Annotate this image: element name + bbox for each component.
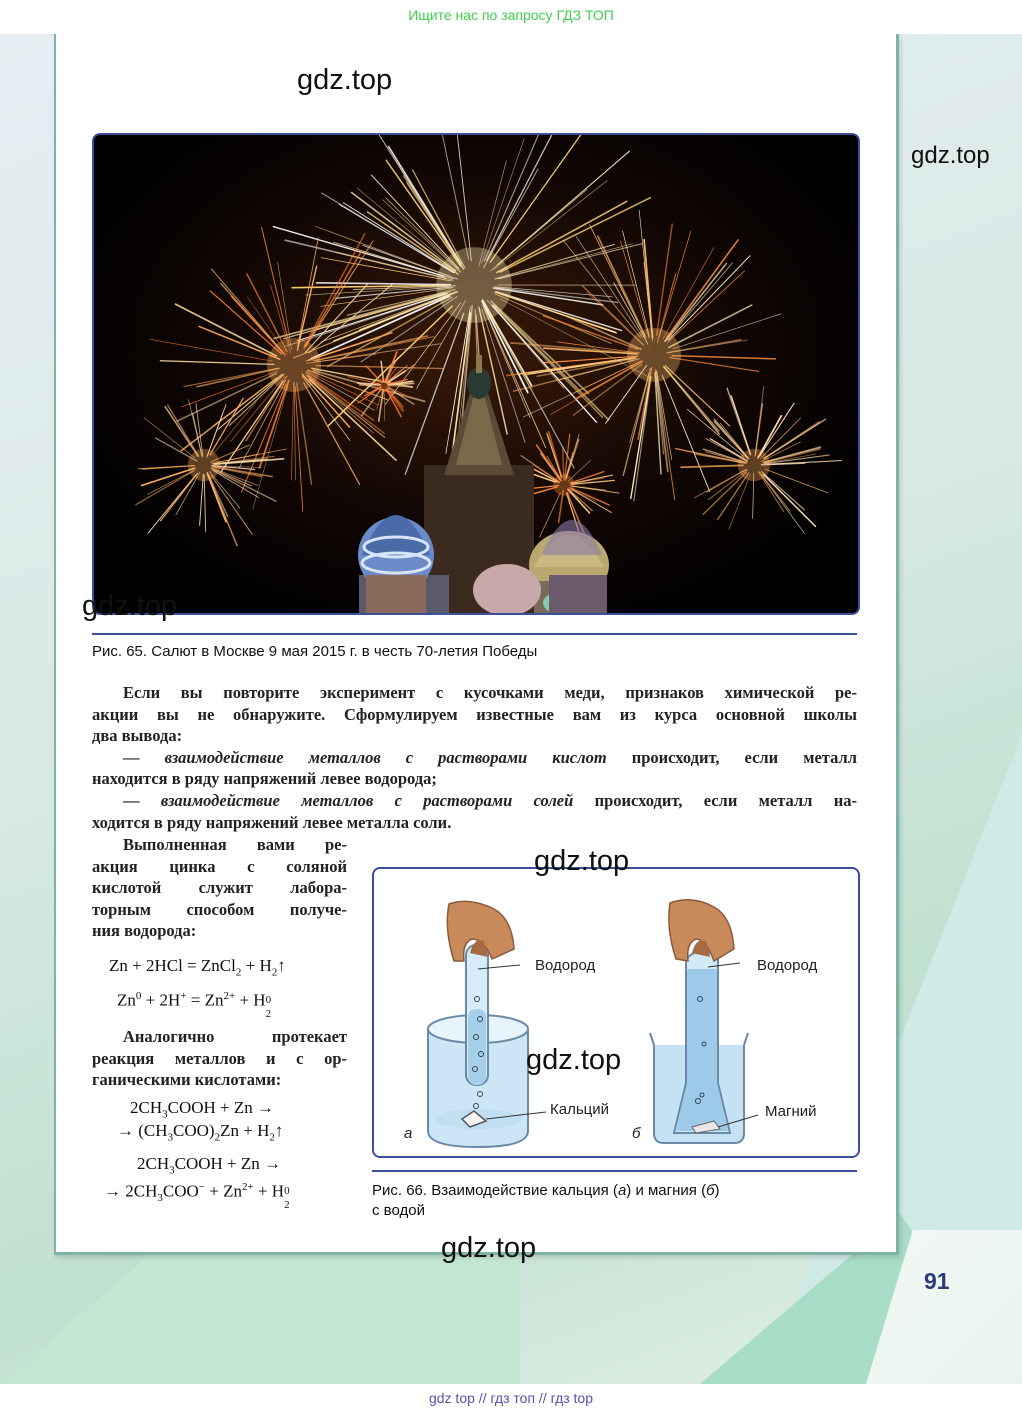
firework-streak [253, 387, 288, 509]
firework-streak [239, 380, 286, 468]
figure-66-box [372, 867, 860, 1158]
firework-streak [210, 291, 281, 354]
firework-streak [765, 419, 826, 458]
firework-streak [665, 264, 726, 342]
firework-glow [553, 474, 575, 496]
firework-glow [267, 338, 321, 392]
firework-glow [738, 449, 770, 481]
beaker-magnesium [650, 900, 758, 1143]
firework-streak [665, 366, 729, 426]
firework-streak [160, 361, 274, 365]
equation-acetic-2a: $2CH_3COOH + Zn$ → [137, 1154, 282, 1177]
firework-streak [456, 135, 471, 261]
firework-streak [484, 135, 542, 261]
firework-streak [500, 198, 650, 272]
intro-paragraph: Если вы повторите эксперимент с кусочками меди, признаков химической ре- акции вы не обнаружите. Сформулируем известные вам из курса основной школы два вывода: — взаимодействие металлов с растворами кислот происходит, если металл находится в ряду напряжений левее водорода; — взаимодействие металлов с растворами солей происходит, если металл на- ходится в ряду напряжений левее металла соли. [92, 683, 857, 832]
firework-streak [306, 241, 373, 346]
firework-streak [304, 383, 360, 484]
watermark: gdz.top [82, 590, 178, 622]
fireworks-photo [92, 133, 860, 615]
watermark: gdz.top [441, 1232, 537, 1264]
firework-streak [262, 227, 290, 344]
label-hydrogen-b: Водород [757, 957, 818, 974]
caption-rule [92, 633, 857, 635]
page-number: 91 [924, 1268, 950, 1294]
firework-streak [763, 474, 815, 526]
firework-streak [161, 473, 198, 520]
firework-streak [184, 368, 278, 386]
label-magnesium: Магний [765, 1103, 817, 1120]
firework-streak [196, 404, 203, 456]
firework-glow [377, 378, 391, 392]
firework-streak [729, 475, 750, 529]
equation-zn-hcl: Zn + 2HCl = ZnCl$_2$ + $H_2↑$ [109, 956, 286, 979]
firework-streak [247, 274, 287, 351]
firework-streak [491, 189, 587, 270]
firework-streak [218, 375, 282, 430]
firework-streak [316, 366, 442, 369]
firework-streak [204, 475, 205, 531]
firework-streak [681, 465, 743, 467]
label-letter-b: б [632, 1125, 641, 1142]
firework-streak [189, 400, 202, 456]
firework-streak [207, 405, 226, 456]
firework-streak [672, 356, 775, 359]
label-letter-a: а [404, 1125, 413, 1142]
equation-acetic-1a: $2CH_3COOH + Zn$ → [130, 1098, 275, 1121]
firework-streak [497, 151, 629, 265]
firework-streak [294, 382, 295, 480]
firework-streak [687, 409, 744, 456]
firework-streak [670, 357, 759, 371]
watermark: gdz.top [526, 1044, 622, 1076]
firework-streak [765, 469, 828, 493]
caption-rule [372, 1170, 857, 1172]
firework-streak [200, 474, 204, 525]
firework-glow [627, 328, 681, 382]
firework-streak [598, 236, 646, 337]
zinc-paragraph: Выполненная вами ре- акция цинка с соляной кислотой служит лабора- торным способом получе- ния водорода: [92, 835, 347, 941]
firework-glow [436, 247, 512, 323]
equation-acetic-1b: → $(CH_3COO)_2Zn$ + $H_2↑$ [117, 1121, 284, 1144]
firework-streak [755, 387, 763, 454]
firework-streak [211, 475, 252, 534]
label-hydrogen-a: Водород [535, 957, 596, 974]
watermark: gdz.top [534, 845, 630, 877]
top-banner[interactable]: Ищите нас по запросу ГДЗ ТОП [0, 0, 1022, 34]
equation-acetic-2b: → $2CH_3COO^- + Zn^{2+} + H$ 0 2 [104, 1181, 290, 1211]
firework-streak [497, 201, 627, 272]
firework-streak [142, 468, 195, 485]
label-calcium: Кальций [550, 1101, 609, 1118]
firework-streak [566, 434, 579, 477]
firework-streak [150, 339, 272, 361]
firework-streak [139, 466, 194, 469]
organic-paragraph: Аналогично протекает реакция металлов и с ор- ганическими кислотами: [92, 1027, 347, 1090]
firework-streak [657, 377, 675, 500]
firework-streak [667, 240, 738, 338]
firework-streak [384, 390, 385, 420]
firework-streak [495, 244, 614, 279]
firework-streak [211, 269, 281, 351]
equation-zn-ionic: $Zn^0 + 2H^+ = Zn^{2+} + H$ 0 2 [117, 990, 272, 1020]
firework-streak [631, 377, 651, 499]
figure-66-caption: Рис. 66. Взаимодействие кальция (а) и магния (б) с водой [372, 1182, 720, 1219]
firework-streak [291, 382, 293, 479]
firework-streak [199, 326, 280, 359]
watermark: gdz.top [297, 64, 393, 96]
figure-65-caption: Рис. 65. Салют в Москве 9 мая 2015 г. в честь 70-летия Победы [92, 643, 538, 660]
firework-glow [188, 449, 220, 481]
firework-streak [731, 396, 750, 455]
firework-streak [357, 188, 456, 270]
firework-streak [668, 271, 745, 342]
firework-streak [634, 377, 651, 501]
bottom-banner[interactable]: gdz top // гдз топ // гдз top [0, 1384, 1022, 1416]
firework-streak [644, 240, 652, 338]
beaker-calcium [428, 901, 546, 1147]
firework-streak [295, 387, 302, 511]
watermark: gdz.top [911, 142, 990, 169]
firework-streak [297, 383, 312, 484]
firework-streak [388, 385, 412, 387]
firework-streak [496, 288, 618, 303]
